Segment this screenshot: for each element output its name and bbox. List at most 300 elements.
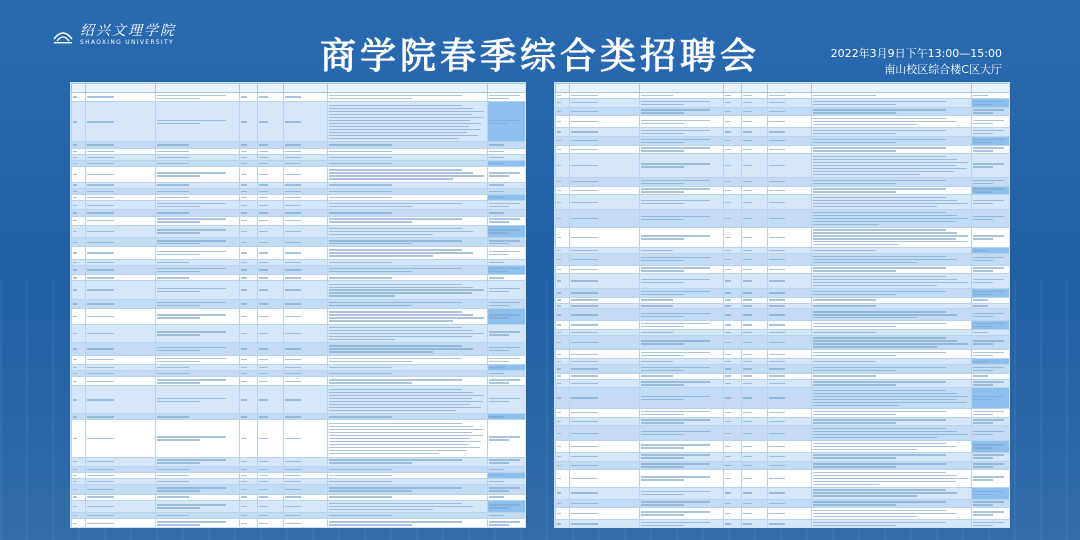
salary-cell <box>972 426 1011 441</box>
salary-cell <box>488 238 527 247</box>
row-index-cell <box>556 426 570 441</box>
company-info-cell <box>742 470 768 488</box>
company-info-cell <box>570 227 640 248</box>
table-row <box>72 377 527 386</box>
company-info-cell <box>640 508 724 520</box>
job-description-cell <box>328 167 488 182</box>
company-info-cell <box>156 500 240 512</box>
job-description-cell <box>328 238 488 247</box>
job-description-cell <box>328 201 488 210</box>
company-info-cell <box>742 98 768 107</box>
company-info-cell <box>768 417 812 426</box>
company-info-cell <box>768 379 812 388</box>
company-info-cell <box>640 116 724 128</box>
company-info-cell <box>240 102 258 142</box>
company-info-cell <box>86 500 156 512</box>
company-info-cell <box>240 281 258 300</box>
table-row <box>556 227 1011 248</box>
table-row <box>556 195 1011 210</box>
salary-cell <box>488 377 527 386</box>
salary-cell <box>972 107 1011 116</box>
company-info-cell <box>742 145 768 154</box>
company-info-cell <box>640 519 724 528</box>
row-index-cell <box>72 457 86 466</box>
company-info-cell <box>724 452 742 461</box>
company-info-cell <box>156 355 240 364</box>
job-description-cell <box>812 461 972 470</box>
company-info-cell <box>768 289 812 298</box>
job-description-cell <box>812 426 972 441</box>
job-description-cell <box>328 343 488 355</box>
company-info-cell <box>640 289 724 298</box>
table-row <box>72 386 527 414</box>
company-info-cell <box>240 519 258 528</box>
company-info-cell <box>258 102 284 142</box>
company-info-cell <box>768 487 812 499</box>
row-index-cell <box>556 452 570 461</box>
company-info-cell <box>742 265 768 274</box>
company-info-cell <box>86 420 156 457</box>
company-info-cell <box>768 365 812 374</box>
table-row <box>556 350 1011 359</box>
table-row <box>72 343 527 355</box>
company-info-cell <box>258 377 284 386</box>
company-info-cell <box>640 365 724 374</box>
salary-cell <box>488 247 527 259</box>
job-description-cell <box>812 265 972 274</box>
company-info-cell <box>742 274 768 289</box>
company-info-cell <box>724 461 742 470</box>
company-info-cell <box>570 186 640 195</box>
row-index-cell <box>556 519 570 528</box>
salary-cell <box>488 420 527 457</box>
job-description-cell <box>812 98 972 107</box>
row-index-cell <box>72 167 86 182</box>
company-info-cell <box>258 485 284 494</box>
company-info-cell <box>570 452 640 461</box>
company-info-cell <box>570 441 640 453</box>
company-info-cell <box>240 309 258 324</box>
company-info-cell <box>240 93 258 102</box>
company-info-cell <box>640 452 724 461</box>
job-description-cell <box>328 299 488 308</box>
job-description-cell <box>812 186 972 195</box>
salary-cell <box>972 470 1011 488</box>
salary-cell <box>972 289 1011 298</box>
company-info-cell <box>284 299 328 308</box>
company-info-cell <box>640 107 724 116</box>
employer-table-right <box>555 83 1010 528</box>
job-description-cell <box>812 145 972 154</box>
company-info-cell <box>258 238 284 247</box>
row-index-cell <box>72 102 86 142</box>
company-info-cell <box>768 461 812 470</box>
company-info-cell <box>258 324 284 343</box>
table-row <box>556 107 1011 116</box>
salary-cell <box>972 145 1011 154</box>
company-info-cell <box>570 388 640 409</box>
company-info-cell <box>258 225 284 237</box>
company-info-cell <box>86 93 156 102</box>
table-row <box>556 335 1011 350</box>
salary-cell <box>972 154 1011 177</box>
company-info-cell <box>742 116 768 128</box>
salary-cell <box>488 93 527 102</box>
company-info-cell <box>742 426 768 441</box>
company-info-cell <box>640 177 724 186</box>
employer-table-left <box>71 83 526 528</box>
company-info-cell <box>724 487 742 499</box>
company-info-cell <box>258 201 284 210</box>
table-row <box>556 116 1011 128</box>
row-index-cell <box>556 408 570 417</box>
company-info-cell <box>570 145 640 154</box>
company-info-cell <box>156 93 240 102</box>
company-info-cell <box>724 274 742 289</box>
company-info-cell <box>86 167 156 182</box>
row-index-cell <box>556 128 570 137</box>
company-info-cell <box>640 470 724 488</box>
company-info-cell <box>724 388 742 409</box>
job-description-cell <box>812 253 972 265</box>
job-description-cell <box>812 519 972 528</box>
company-info-cell <box>570 154 640 177</box>
company-info-cell <box>284 500 328 512</box>
job-description-cell <box>328 500 488 512</box>
company-info-cell <box>742 128 768 137</box>
company-info-cell <box>156 377 240 386</box>
salary-cell <box>488 343 527 355</box>
company-info-cell <box>86 377 156 386</box>
company-info-cell <box>742 136 768 145</box>
company-info-cell <box>86 309 156 324</box>
row-index-cell <box>72 500 86 512</box>
salary-cell <box>972 136 1011 145</box>
row-index-cell <box>72 377 86 386</box>
table-row <box>556 379 1011 388</box>
company-info-cell <box>768 265 812 274</box>
company-info-cell <box>742 154 768 177</box>
company-info-cell <box>768 128 812 137</box>
salary-cell <box>488 102 527 142</box>
company-info-cell <box>258 216 284 225</box>
row-index-cell <box>556 365 570 374</box>
company-info-cell <box>640 321 724 330</box>
job-description-cell <box>812 379 972 388</box>
company-info-cell <box>742 107 768 116</box>
company-info-cell <box>156 299 240 308</box>
company-info-cell <box>258 299 284 308</box>
job-description-cell <box>812 195 972 210</box>
row-index-cell <box>72 420 86 457</box>
salary-cell <box>972 365 1011 374</box>
company-info-cell <box>284 167 328 182</box>
company-info-cell <box>156 167 240 182</box>
job-description-cell <box>812 499 972 508</box>
table-row <box>72 238 527 247</box>
company-info-cell <box>156 519 240 528</box>
company-info-cell <box>768 210 812 228</box>
company-info-cell <box>640 210 724 228</box>
company-info-cell <box>284 457 328 466</box>
company-info-cell <box>640 408 724 417</box>
company-info-cell <box>570 508 640 520</box>
company-info-cell <box>570 365 640 374</box>
company-info-cell <box>742 519 768 528</box>
salary-cell <box>972 98 1011 107</box>
table-row <box>72 299 527 308</box>
company-info-cell <box>742 186 768 195</box>
company-info-cell <box>284 343 328 355</box>
row-index-cell <box>556 461 570 470</box>
salary-cell <box>972 210 1011 228</box>
company-info-cell <box>570 195 640 210</box>
salary-cell <box>972 128 1011 137</box>
job-description-cell <box>812 107 972 116</box>
company-info-cell <box>240 201 258 210</box>
row-index-cell <box>72 299 86 308</box>
job-description-cell <box>328 247 488 259</box>
company-info-cell <box>724 365 742 374</box>
row-index-cell <box>72 265 86 274</box>
company-info-cell <box>240 343 258 355</box>
company-info-cell <box>768 186 812 195</box>
company-info-cell <box>640 417 724 426</box>
company-info-cell <box>240 355 258 364</box>
table-row <box>72 93 527 102</box>
row-index-cell <box>556 274 570 289</box>
logo-chinese-name: 绍兴文理学院 <box>80 23 176 39</box>
company-info-cell <box>156 386 240 414</box>
job-description-cell <box>812 154 972 177</box>
table-row <box>556 487 1011 499</box>
row-index-cell <box>556 107 570 116</box>
recruitment-table-right <box>554 82 1010 528</box>
row-index-cell <box>72 309 86 324</box>
company-info-cell <box>258 420 284 457</box>
salary-cell <box>488 299 527 308</box>
company-info-cell <box>570 470 640 488</box>
company-info-cell <box>284 225 328 237</box>
company-info-cell <box>640 253 724 265</box>
company-info-cell <box>742 210 768 228</box>
table-header-row <box>556 84 1011 93</box>
company-info-cell <box>724 145 742 154</box>
company-info-cell <box>724 136 742 145</box>
company-info-cell <box>768 195 812 210</box>
job-description-cell <box>328 324 488 343</box>
row-index-cell <box>72 343 86 355</box>
table-row <box>556 309 1011 321</box>
company-info-cell <box>284 420 328 457</box>
salary-cell <box>972 408 1011 417</box>
company-info-cell <box>86 485 156 494</box>
job-description-cell <box>328 386 488 414</box>
company-info-cell <box>640 379 724 388</box>
company-info-cell <box>284 102 328 142</box>
salary-cell <box>488 167 527 182</box>
company-info-cell <box>570 177 640 186</box>
row-index-cell <box>72 281 86 300</box>
company-info-cell <box>86 265 156 274</box>
salary-cell <box>488 225 527 237</box>
company-info-cell <box>768 136 812 145</box>
company-info-cell <box>768 499 812 508</box>
job-description-cell <box>812 470 972 488</box>
row-index-cell <box>556 321 570 330</box>
table-row <box>72 457 527 466</box>
job-description-cell <box>812 309 972 321</box>
table-row <box>72 247 527 259</box>
company-info-cell <box>724 470 742 488</box>
company-info-cell <box>284 324 328 343</box>
salary-cell <box>488 500 527 512</box>
company-info-cell <box>86 343 156 355</box>
company-info-cell <box>768 253 812 265</box>
company-info-cell <box>240 238 258 247</box>
table-row <box>556 145 1011 154</box>
row-index-cell <box>556 335 570 350</box>
company-info-cell <box>724 441 742 453</box>
company-info-cell <box>724 379 742 388</box>
company-info-cell <box>86 238 156 247</box>
job-description-cell <box>812 136 972 145</box>
company-info-cell <box>284 377 328 386</box>
company-info-cell <box>284 485 328 494</box>
company-info-cell <box>742 388 768 409</box>
company-info-cell <box>640 388 724 409</box>
table-row <box>556 265 1011 274</box>
company-info-cell <box>640 136 724 145</box>
row-index-cell <box>72 201 86 210</box>
company-info-cell <box>724 265 742 274</box>
company-info-cell <box>156 324 240 343</box>
company-info-cell <box>724 408 742 417</box>
table-row <box>72 309 527 324</box>
company-info-cell <box>742 365 768 374</box>
salary-cell <box>488 485 527 494</box>
company-info-cell <box>570 499 640 508</box>
company-info-cell <box>156 265 240 274</box>
salary-cell <box>972 335 1011 350</box>
company-info-cell <box>284 309 328 324</box>
company-info-cell <box>768 154 812 177</box>
job-description-cell <box>328 102 488 142</box>
row-index-cell <box>556 388 570 409</box>
job-description-cell <box>328 377 488 386</box>
row-index-cell <box>556 417 570 426</box>
company-info-cell <box>86 386 156 414</box>
company-info-cell <box>86 324 156 343</box>
table-row <box>72 485 527 494</box>
company-info-cell <box>240 247 258 259</box>
company-info-cell <box>240 386 258 414</box>
company-info-cell <box>570 210 640 228</box>
company-info-cell <box>86 355 156 364</box>
row-index-cell <box>72 324 86 343</box>
company-info-cell <box>742 195 768 210</box>
salary-cell <box>972 177 1011 186</box>
company-info-cell <box>742 309 768 321</box>
salary-cell <box>488 216 527 225</box>
company-info-cell <box>640 98 724 107</box>
company-info-cell <box>570 461 640 470</box>
company-info-cell <box>258 281 284 300</box>
company-info-cell <box>724 335 742 350</box>
page-title: 商学院春季综合类招聘会 <box>319 36 760 77</box>
company-info-cell <box>156 216 240 225</box>
company-info-cell <box>640 274 724 289</box>
job-description-cell <box>328 309 488 324</box>
job-description-cell <box>812 508 972 520</box>
job-description-cell <box>812 210 972 228</box>
table-row <box>556 408 1011 417</box>
salary-cell <box>972 116 1011 128</box>
salary-cell <box>488 457 527 466</box>
company-info-cell <box>86 299 156 308</box>
company-info-cell <box>640 309 724 321</box>
company-info-cell <box>724 499 742 508</box>
company-info-cell <box>86 519 156 528</box>
company-info-cell <box>640 441 724 453</box>
table-row <box>556 98 1011 107</box>
row-index-cell <box>556 508 570 520</box>
company-info-cell <box>86 457 156 466</box>
row-index-cell <box>556 350 570 359</box>
job-description-cell <box>328 225 488 237</box>
company-info-cell <box>768 441 812 453</box>
table-row <box>556 519 1011 528</box>
company-info-cell <box>724 519 742 528</box>
company-info-cell <box>768 274 812 289</box>
company-info-cell <box>640 426 724 441</box>
company-info-cell <box>156 281 240 300</box>
row-index-cell <box>556 253 570 265</box>
row-index-cell <box>556 470 570 488</box>
company-info-cell <box>284 386 328 414</box>
company-info-cell <box>742 289 768 298</box>
table-row <box>556 186 1011 195</box>
company-info-cell <box>640 487 724 499</box>
table-header-row <box>72 84 527 93</box>
company-info-cell <box>570 487 640 499</box>
job-description-cell <box>328 457 488 466</box>
salary-cell <box>488 324 527 343</box>
company-info-cell <box>724 210 742 228</box>
job-description-cell <box>328 355 488 364</box>
row-index-cell <box>556 227 570 248</box>
company-info-cell <box>86 281 156 300</box>
company-info-cell <box>258 167 284 182</box>
row-index-cell <box>556 441 570 453</box>
company-info-cell <box>570 274 640 289</box>
company-info-cell <box>240 485 258 494</box>
company-info-cell <box>570 519 640 528</box>
company-info-cell <box>240 167 258 182</box>
table-row <box>72 265 527 274</box>
salary-cell <box>972 274 1011 289</box>
company-info-cell <box>742 408 768 417</box>
salary-cell <box>972 508 1011 520</box>
row-index-cell <box>556 289 570 298</box>
salary-cell <box>488 265 527 274</box>
company-info-cell <box>156 485 240 494</box>
salary-cell <box>972 417 1011 426</box>
company-info-cell <box>86 247 156 259</box>
job-description-cell <box>812 350 972 359</box>
company-info-cell <box>284 247 328 259</box>
company-info-cell <box>258 386 284 414</box>
